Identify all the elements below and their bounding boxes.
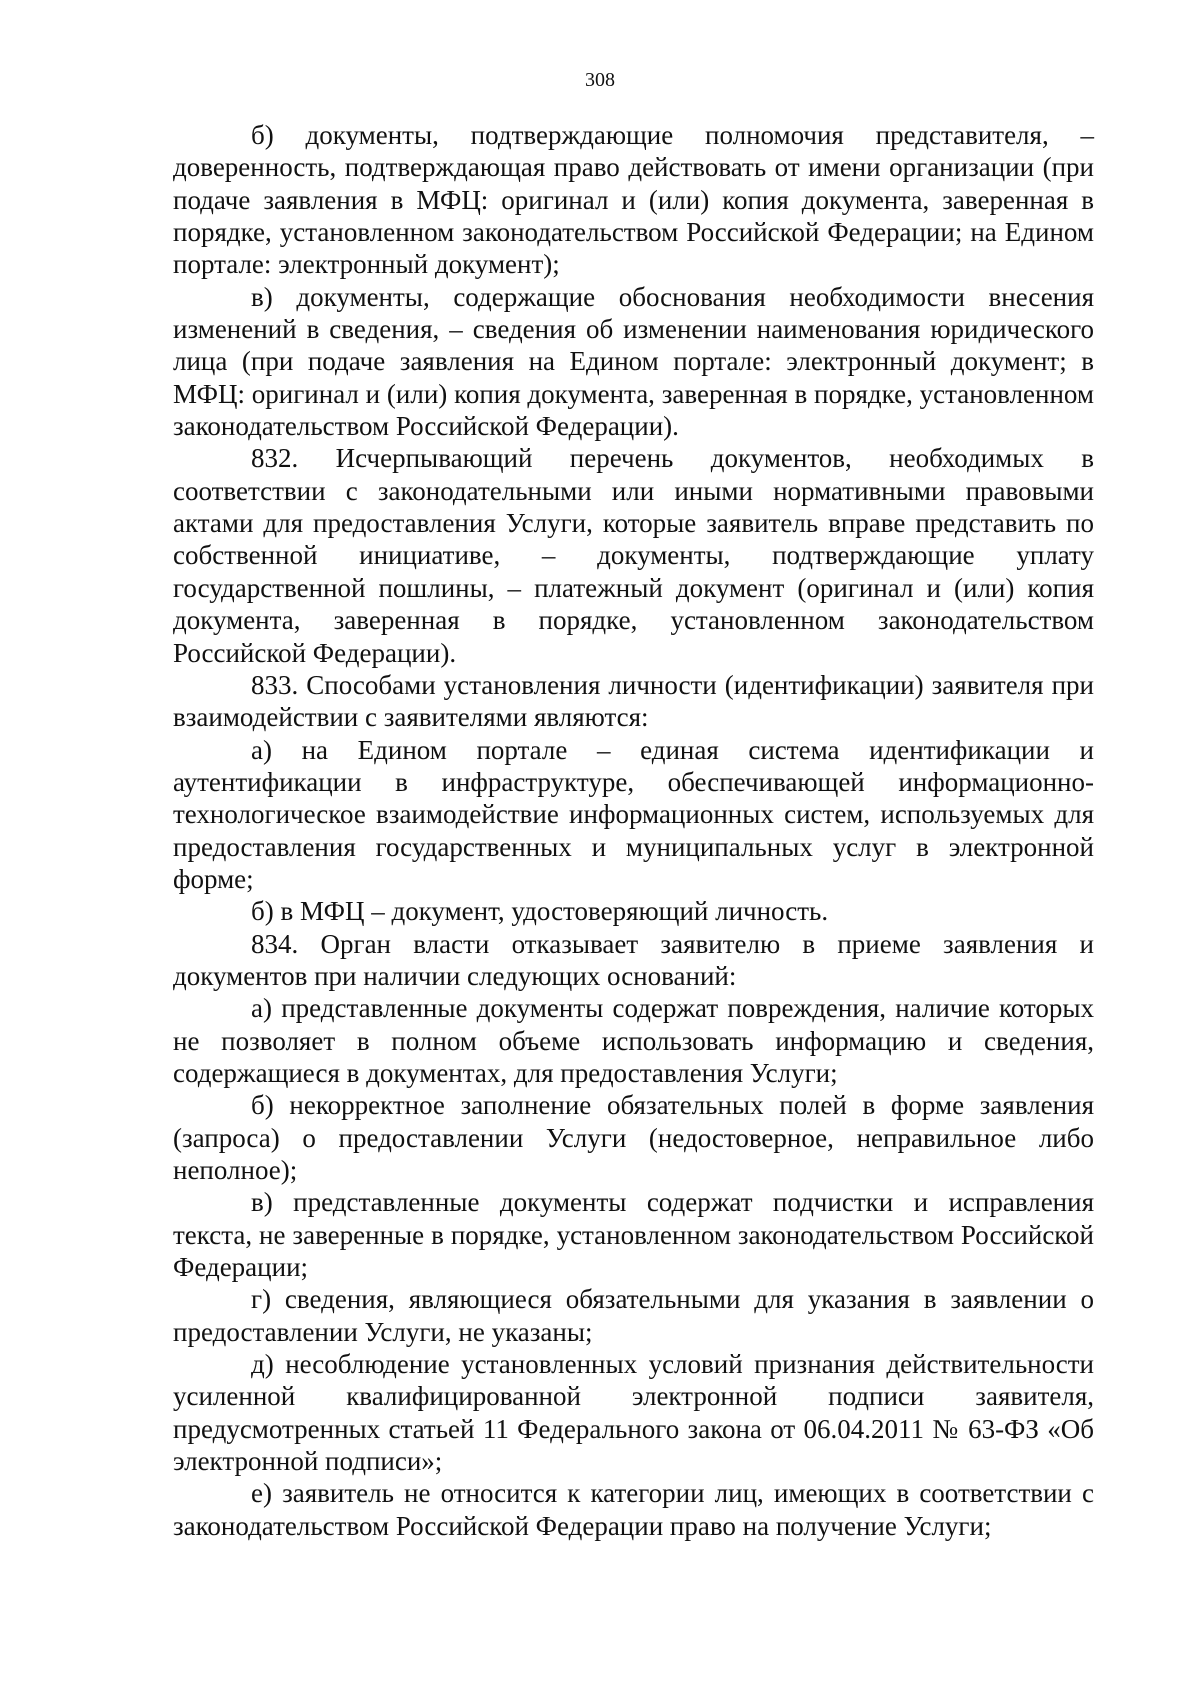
paragraph-b-representative-documents: б) документы, подтверждающие полномочия представителя, – доверенность, подтверждающая право действовать от имени организации (при подаче заявления в МФЦ: оригинал и (или) копия документа, заверенная в порядке, установленном законодательством Российской Федерации; на Едином портале: электронный документ);: [173, 120, 1094, 280]
paragraph-v-change-justification-documents: в) документы, содержащие обоснования необходимости внесения изменений в сведения, – сведения об изменении наименования юридического лица (при подаче заявления на Едином портале: электронный документ; в МФЦ: оригинал и (или) копия документа, заверенная в порядке, установленном законодательством Российской Федерации).: [173, 281, 1094, 442]
document-body: [173, 119, 1094, 1542]
paragraph-b-mfc-identification: б) в МФЦ – документ, удостоверяющий личность.: [251, 896, 829, 927]
paragraph-833-identification-methods: 833. Способами установления личности (идентификации) заявителя при взаимодействии с заявителями являются:: [173, 669, 1094, 733]
paragraph-834-refusal-grounds: 834. Орган власти отказывает заявителю в приеме заявления и документов при наличии следующих оснований:: [173, 928, 1094, 991]
paragraph-a-damaged-documents: а) представленные документы содержат повреждения, наличие которых не позволяет в полном объеме использовать информацию и сведения, содержащиеся в документах, для предоставления Услуги;: [173, 993, 1094, 1088]
paragraph-b-incorrect-fields: б) некорректное заполнение обязательных полей в форме заявления (запроса) о предоставлении Услуги (недостоверное, неправильное либо неполное);: [173, 1090, 1094, 1185]
paragraph-e-applicant-category: е) заявитель не относится к категории лиц, имеющих в соответствии с законодательством Российской Федерации право на получение Услуги;: [173, 1478, 1094, 1541]
page-number: 308: [585, 69, 615, 91]
paragraph-d-signature-invalid: д) несоблюдение установленных условий признания действительности усиленной квалифицированной электронной подписи заявителя, предусмотренных статьей 11 Федерального закона от 06.04.2011 № 63-ФЗ «Об электронной подписи»;: [173, 1349, 1094, 1477]
paragraph-g-missing-information: г) сведения, являющиеся обязательными для указания в заявлении о предоставлении Услуги, не указаны;: [173, 1284, 1094, 1347]
paragraph-832-optional-documents: 832. Исчерпывающий перечень документов, необходимых в соответствии с законодательными или иными нормативными правовыми актами для предоставления Услуги, которые заявитель вправе представить по собственной инициативе, – документы, подтверждающие уплату государственной пошлины, – платежный документ (оригинал и (или) копия документа, заверенная в порядке, установленном законодательством Российской Федерации).: [173, 443, 1094, 668]
paragraph-a-portal-identification: а) на Едином портале – единая система идентификации и аутентификации в инфраструктуре, обеспечивающей информационно-технологическое взаимодействие информационных систем, используемых для предоставления государственных и муниципальных услуг в электронной форме;: [173, 734, 1094, 894]
paragraph-v-erasures-corrections: в) представленные документы содержат подчистки и исправления текста, не заверенные в порядке, установленном законодательством Российской Федерации;: [173, 1187, 1094, 1283]
